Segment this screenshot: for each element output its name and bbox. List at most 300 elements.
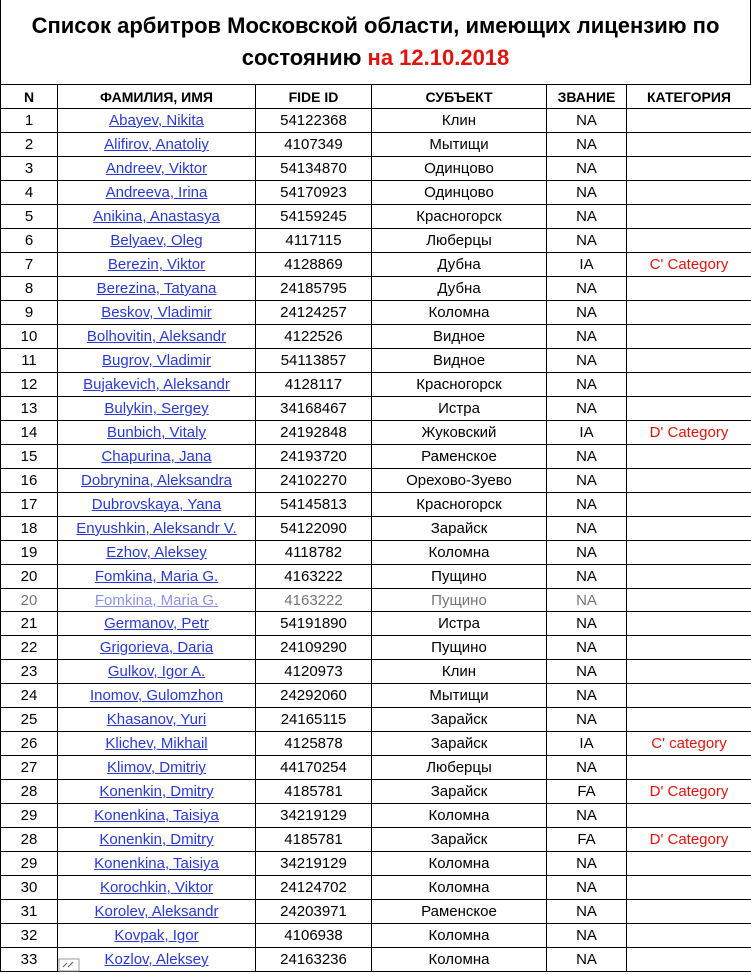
name-cell — [58, 876, 256, 900]
arbiter-name-link[interactable]: Korolev, Aleksandr — [94, 903, 219, 920]
name-cell — [58, 541, 256, 565]
arbiter-name-link[interactable]: Anikina, Anastasya — [93, 208, 220, 225]
name-cell — [58, 660, 256, 684]
table-row — [1, 133, 751, 157]
name-cell — [58, 684, 256, 708]
arbiter-title: NA — [547, 277, 627, 301]
table-row — [1, 205, 751, 229]
arbiter-name-link[interactable]: Gulkov, Igor A. — [107, 663, 206, 680]
arbiter-category — [627, 277, 751, 301]
table-row — [1, 181, 751, 205]
arbiter-title: NA — [547, 541, 627, 565]
table-row — [1, 157, 751, 181]
arbiter-name-link[interactable]: Ezhov, Aleksey — [106, 544, 207, 561]
arbiter-name-link[interactable]: Berezina, Tatyana — [96, 280, 217, 297]
arbiter-title: NA — [547, 852, 627, 876]
table-row — [1, 876, 751, 900]
row-number: 1 — [1, 109, 58, 133]
arbiter-category — [627, 948, 751, 972]
table-row — [1, 253, 751, 277]
fide-id: 4185781 — [256, 828, 372, 852]
row-number: 21 — [1, 612, 58, 636]
region: Люберцы — [372, 756, 547, 780]
name-cell — [58, 253, 256, 277]
arbiter-title: NA — [547, 589, 627, 612]
table-row — [1, 732, 751, 756]
arbiter-name-link[interactable]: Enyushkin, Aleksandr V. — [76, 520, 237, 537]
arbiter-title: NA — [547, 445, 627, 469]
name-cell — [58, 469, 256, 493]
name-cell — [58, 325, 256, 349]
table-row — [1, 349, 751, 373]
row-number: 17 — [1, 493, 58, 517]
name-cell — [58, 589, 256, 612]
arbiter-category — [627, 397, 751, 421]
name-cell — [58, 445, 256, 469]
title-prefix: состоянию — [241, 45, 362, 70]
region: Коломна — [372, 948, 547, 972]
name-cell — [58, 373, 256, 397]
region: Зарайск — [372, 517, 547, 541]
table-row — [1, 708, 751, 732]
name-cell — [58, 780, 256, 804]
arbiter-category: D' Category — [627, 780, 751, 804]
table-row — [1, 924, 751, 948]
arbiter-title: IA — [547, 732, 627, 756]
fide-id: 34168467 — [256, 397, 372, 421]
region: Клин — [372, 660, 547, 684]
row-number: 20 — [1, 565, 58, 589]
region: Коломна — [372, 301, 547, 325]
arbiter-title: NA — [547, 181, 627, 205]
name-cell — [58, 804, 256, 828]
table-row — [1, 325, 751, 349]
row-number: 26 — [1, 732, 58, 756]
region: Мытищи — [372, 133, 547, 157]
fide-id: 54122368 — [256, 109, 372, 133]
arbiter-category: D' Category — [627, 421, 751, 445]
table-row — [1, 445, 751, 469]
header-name: ФАМИЛИЯ, ИМЯ — [58, 85, 256, 109]
arbiter-title: NA — [547, 301, 627, 325]
arbiter-category — [627, 469, 751, 493]
arbiter-category — [627, 565, 751, 589]
fide-id: 4106938 — [256, 924, 372, 948]
arbiter-category — [627, 109, 751, 133]
region: Люберцы — [372, 229, 547, 253]
fide-id: 54113857 — [256, 349, 372, 373]
table-row — [1, 109, 751, 133]
region: Красногорск — [372, 373, 547, 397]
arbiter-category — [627, 924, 751, 948]
arbiter-name-link[interactable]: Konenkin, Dmitry — [99, 831, 214, 848]
table-row — [1, 397, 751, 421]
row-number: 22 — [1, 636, 58, 660]
fide-id: 24203971 — [256, 900, 372, 924]
arbiter-title: NA — [547, 804, 627, 828]
arbiter-name-link[interactable]: Fomkina, Maria G. — [94, 568, 219, 585]
fide-id: 4163222 — [256, 565, 372, 589]
name-cell — [58, 277, 256, 301]
region: Клин — [372, 109, 547, 133]
header-title: ЗВАНИЕ — [547, 85, 627, 109]
row-number: 11 — [1, 349, 58, 373]
region: Коломна — [372, 541, 547, 565]
table-row — [1, 493, 751, 517]
region: Орехово-Зуево — [372, 469, 547, 493]
arbiter-name-link[interactable]: Kozlov, Aleksey — [104, 951, 209, 968]
table-row — [1, 660, 751, 684]
region: Красногорск — [372, 205, 547, 229]
fide-id: 24193720 — [256, 445, 372, 469]
arbiter-name-link[interactable]: Fomkina, Maria G. — [94, 591, 219, 609]
region: Пущино — [372, 636, 547, 660]
arbiter-title: NA — [547, 493, 627, 517]
arbiter-title: NA — [547, 469, 627, 493]
arbiter-name-link[interactable]: Konenkin, Dmitry — [99, 783, 214, 800]
arbiter-name-link[interactable]: Belyaev, Oleg — [110, 232, 203, 249]
arbiter-category — [627, 301, 751, 325]
fide-id: 24292060 — [256, 684, 372, 708]
fide-id: 24124702 — [256, 876, 372, 900]
arbiter-category — [627, 373, 751, 397]
name-cell — [58, 708, 256, 732]
row-number: 31 — [1, 900, 58, 924]
table-row — [1, 589, 751, 612]
arbiter-title: NA — [547, 517, 627, 541]
row-number: 5 — [1, 205, 58, 229]
arbiter-category — [627, 684, 751, 708]
arbiter-category — [627, 900, 751, 924]
table-row — [1, 229, 751, 253]
arbiter-title: NA — [547, 900, 627, 924]
arbiter-category — [627, 205, 751, 229]
table-row — [1, 421, 751, 445]
arbiter-name-link[interactable]: Bolhovitin, Aleksandr — [86, 328, 227, 345]
name-cell — [58, 732, 256, 756]
fide-id: 4117115 — [256, 229, 372, 253]
arbiter-name-link[interactable]: Grigorieva, Daria — [99, 639, 214, 656]
name-cell — [58, 900, 256, 924]
arbiter-category — [627, 589, 751, 612]
name-cell — [58, 493, 256, 517]
region: Коломна — [372, 876, 547, 900]
row-number: 30 — [1, 876, 58, 900]
arbiter-category — [627, 181, 751, 205]
arbiter-title: NA — [547, 373, 627, 397]
arbiter-name-link[interactable]: Bulykin, Sergey — [104, 400, 209, 417]
arbiter-category — [627, 349, 751, 373]
arbiter-title: FA — [547, 828, 627, 852]
arbiter-name-link[interactable]: Bugrov, Vladimir — [102, 352, 211, 369]
region: Раменское — [372, 445, 547, 469]
arbiter-name-link[interactable]: Konenkina, Taisiya — [94, 855, 219, 872]
region: Дубна — [372, 277, 547, 301]
name-cell — [58, 397, 256, 421]
arbiter-title: NA — [547, 636, 627, 660]
arbiter-category — [627, 325, 751, 349]
arbiter-name-link[interactable]: Beskov, Vladimir — [101, 304, 212, 321]
name-cell — [58, 828, 256, 852]
fide-id: 54145813 — [256, 493, 372, 517]
name-cell — [58, 109, 256, 133]
name-cell — [58, 636, 256, 660]
arbiter-name-link[interactable]: Klichev, Mikhail — [105, 735, 208, 752]
row-number: 28 — [1, 780, 58, 804]
arbiter-name-link[interactable]: Germanov, Petr — [104, 615, 209, 632]
region: Коломна — [372, 924, 547, 948]
row-number: 10 — [1, 325, 58, 349]
fide-id: 24102270 — [256, 469, 372, 493]
name-cell — [58, 756, 256, 780]
arbiter-title: NA — [547, 133, 627, 157]
region: Пущино — [372, 565, 547, 589]
name-cell — [58, 924, 256, 948]
fide-id: 4122526 — [256, 325, 372, 349]
fide-id: 4128117 — [256, 373, 372, 397]
fide-id: 54159245 — [256, 205, 372, 229]
arbiter-title: NA — [547, 565, 627, 589]
arbiter-category — [627, 157, 751, 181]
name-cell — [58, 157, 256, 181]
arbiter-name-link[interactable]: Konenkina, Taisiya — [94, 807, 219, 824]
arbiter-name-link[interactable]: Bunbich, Vitaly — [107, 424, 206, 441]
table-row — [1, 541, 751, 565]
arbiter-title: NA — [547, 948, 627, 972]
arbiter-name-link[interactable]: Inomov, Gulomzhon — [89, 687, 224, 704]
name-cell — [58, 349, 256, 373]
region: Коломна — [372, 804, 547, 828]
fide-id: 24163236 — [256, 948, 372, 972]
table-body — [1, 109, 751, 972]
arbiter-name-link[interactable]: Dobrynina, Aleksandra — [81, 472, 232, 489]
row-number: 32 — [1, 924, 58, 948]
table-row — [1, 373, 751, 397]
arbiter-title: NA — [547, 660, 627, 684]
arbiter-category — [627, 708, 751, 732]
arbiter-title: NA — [547, 708, 627, 732]
row-number: 28 — [1, 828, 58, 852]
region: Видное — [372, 325, 547, 349]
fide-id: 24185795 — [256, 277, 372, 301]
arbiter-category — [627, 493, 751, 517]
region: Зарайск — [372, 708, 547, 732]
arbiter-category — [627, 133, 751, 157]
table-row — [1, 517, 751, 541]
name-cell — [58, 948, 256, 972]
fide-id: 24192848 — [256, 421, 372, 445]
arbiter-category — [627, 612, 751, 636]
title-line-2 — [1, 42, 750, 74]
row-number: 13 — [1, 397, 58, 421]
table-row — [1, 612, 751, 636]
name-cell — [58, 421, 256, 445]
arbiter-category — [627, 804, 751, 828]
region: Видное — [372, 349, 547, 373]
fide-id: 4185781 — [256, 780, 372, 804]
name-cell — [58, 301, 256, 325]
table-row — [1, 636, 751, 660]
name-cell — [58, 181, 256, 205]
title-date: на 12.10.2018 — [367, 45, 510, 70]
arbiter-category — [627, 229, 751, 253]
row-number: 25 — [1, 708, 58, 732]
arbiter-category — [627, 517, 751, 541]
region: Раменское — [372, 900, 547, 924]
fide-id: 54134870 — [256, 157, 372, 181]
table-row — [1, 469, 751, 493]
arbiter-name-link[interactable]: Dubrovskaya, Yana — [91, 496, 222, 513]
arbiter-name-link[interactable]: Korochkin, Viktor — [99, 879, 214, 896]
arbiter-name-link[interactable]: Berezin, Viktor — [107, 256, 206, 273]
arbiter-name-link[interactable]: Kovpak, Igor — [114, 927, 199, 944]
arbiter-name-link[interactable]: Chapurina, Jana — [101, 448, 212, 465]
row-number: 9 — [1, 301, 58, 325]
arbiter-category: C' Category — [627, 253, 751, 277]
row-number: 8 — [1, 277, 58, 301]
arbiter-title: NA — [547, 157, 627, 181]
table-row — [1, 565, 751, 589]
arbiter-category — [627, 445, 751, 469]
fide-id: 24165115 — [256, 708, 372, 732]
table-row — [1, 948, 751, 972]
arbiter-name-link[interactable]: Andreeva, Irina — [105, 184, 208, 201]
arbiter-name-link[interactable]: Andreev, Viktor — [105, 160, 208, 177]
table-row — [1, 828, 751, 852]
row-number: 20 — [1, 589, 58, 612]
region: Красногорск — [372, 493, 547, 517]
fide-id: 24109290 — [256, 636, 372, 660]
arbiter-name-link[interactable]: Bujakevich, Aleksandr — [83, 376, 230, 393]
row-number: 29 — [1, 852, 58, 876]
arbiter-title: NA — [547, 876, 627, 900]
arbiter-category — [627, 660, 751, 684]
name-cell — [58, 565, 256, 589]
table-row — [1, 780, 751, 804]
table-row — [1, 756, 751, 780]
region: Зарайск — [372, 828, 547, 852]
arbiter-category — [627, 876, 751, 900]
row-number: 14 — [1, 421, 58, 445]
name-cell — [58, 852, 256, 876]
region: Жуковский — [372, 421, 547, 445]
name-cell — [58, 612, 256, 636]
arbiter-name-link[interactable]: Klimov, Dmitriy — [107, 759, 206, 776]
title-line-1: Список арбитров Московской области, имеющих лицензию по — [31, 13, 720, 38]
row-number: 6 — [1, 229, 58, 253]
arbiter-title: NA — [547, 397, 627, 421]
fide-id: 4107349 — [256, 133, 372, 157]
arbiter-title: NA — [547, 924, 627, 948]
fide-id: 4128869 — [256, 253, 372, 277]
row-number: 12 — [1, 373, 58, 397]
arbiter-category: D' Category — [627, 828, 751, 852]
arbiter-name-link[interactable]: Alifirov, Anatoliy — [104, 136, 209, 153]
row-number: 3 — [1, 157, 58, 181]
header-region: СУБЪЕКТ — [372, 85, 547, 109]
arbiter-title: IA — [547, 253, 627, 277]
row-number: 7 — [1, 253, 58, 277]
row-number: 29 — [1, 804, 58, 828]
name-cell — [58, 133, 256, 157]
region: Одинцово — [372, 181, 547, 205]
table-row — [1, 277, 751, 301]
arbiter-title: NA — [547, 612, 627, 636]
header-n: N — [1, 85, 58, 109]
table-row — [1, 804, 751, 828]
region: Пущино — [372, 589, 547, 612]
arbiter-title: NA — [547, 325, 627, 349]
document-title — [0, 0, 751, 84]
table-row — [1, 900, 751, 924]
region: Дубна — [372, 253, 547, 277]
region: Мытищи — [372, 684, 547, 708]
row-number: 2 — [1, 133, 58, 157]
arbiter-title: IA — [547, 421, 627, 445]
arbiter-category — [627, 852, 751, 876]
arbiter-category: C' category — [627, 732, 751, 756]
arbiters-table — [0, 84, 751, 972]
fide-id: 24124257 — [256, 301, 372, 325]
fide-id: 34219129 — [256, 852, 372, 876]
fide-id: 34219129 — [256, 804, 372, 828]
arbiter-title: FA — [547, 780, 627, 804]
fide-id: 4163222 — [256, 589, 372, 612]
arbiter-category — [627, 636, 751, 660]
row-number: 24 — [1, 684, 58, 708]
table-header-row — [1, 85, 751, 109]
arbiter-title: NA — [547, 684, 627, 708]
row-number: 27 — [1, 756, 58, 780]
fide-id: 54170923 — [256, 181, 372, 205]
region: Истра — [372, 612, 547, 636]
name-cell — [58, 517, 256, 541]
region: Истра — [372, 397, 547, 421]
fide-id: 4125878 — [256, 732, 372, 756]
region: Зарайск — [372, 732, 547, 756]
row-number: 16 — [1, 469, 58, 493]
table-row — [1, 301, 751, 325]
arbiter-category — [627, 541, 751, 565]
cell-note-icon — [58, 958, 80, 972]
arbiter-title: NA — [547, 205, 627, 229]
fide-id: 44170254 — [256, 756, 372, 780]
row-number: 33 — [1, 948, 58, 972]
fide-id: 4118782 — [256, 541, 372, 565]
region: Зарайск — [372, 780, 547, 804]
fide-id: 54122090 — [256, 517, 372, 541]
name-cell — [58, 229, 256, 253]
table-row — [1, 684, 751, 708]
row-number: 19 — [1, 541, 58, 565]
fide-id: 4120973 — [256, 660, 372, 684]
arbiter-name-link[interactable]: Abayev, Nikita — [109, 112, 204, 129]
row-number: 4 — [1, 181, 58, 205]
table-row — [1, 852, 751, 876]
arbiter-name-link[interactable]: Khasanov, Yuri — [106, 711, 207, 728]
row-number: 18 — [1, 517, 58, 541]
arbiter-title: NA — [547, 229, 627, 253]
header-category: КАТЕГОРИЯ — [627, 85, 751, 109]
row-number: 15 — [1, 445, 58, 469]
arbiter-title: NA — [547, 349, 627, 373]
region: Коломна — [372, 852, 547, 876]
row-number: 23 — [1, 660, 58, 684]
region: Одинцово — [372, 157, 547, 181]
name-cell — [58, 205, 256, 229]
arbiter-title: NA — [547, 756, 627, 780]
arbiter-category — [627, 756, 751, 780]
